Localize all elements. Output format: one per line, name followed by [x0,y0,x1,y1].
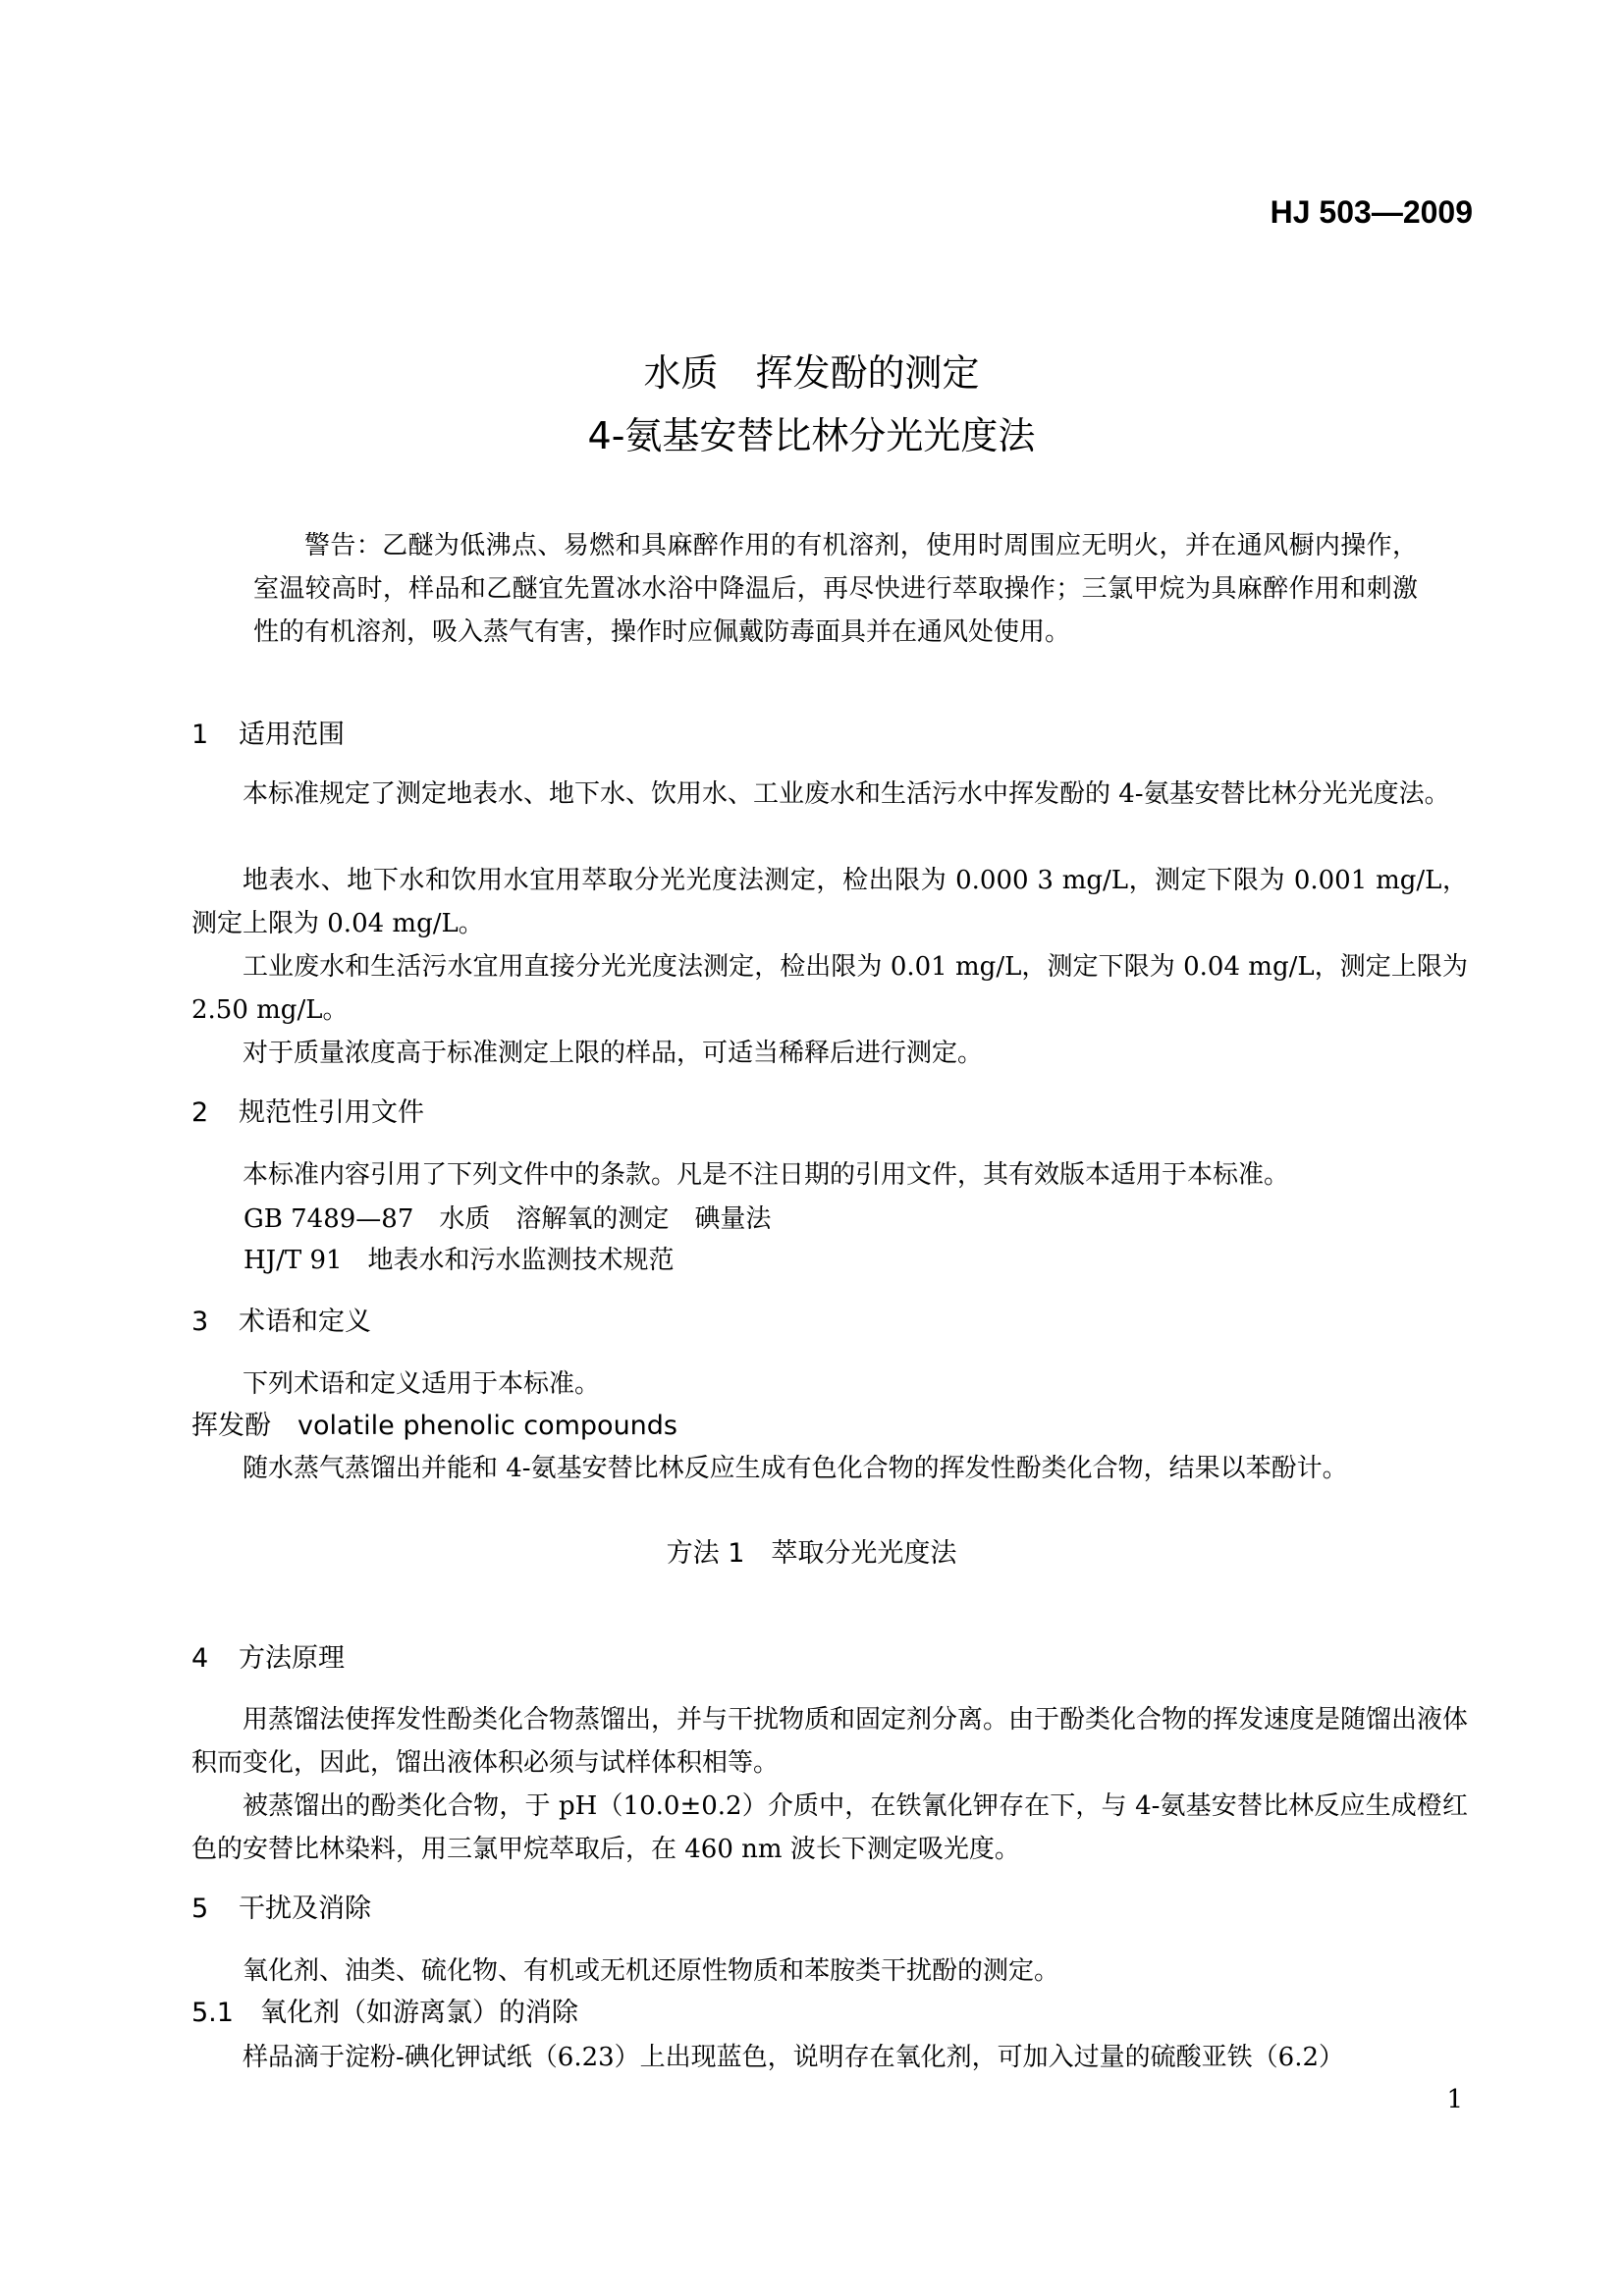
paragraph: 下列术语和定义适用于本标准。 [243,1369,601,1399]
section-title: 术语和定义 [239,1307,371,1337]
reference-item: GB 7489—87 水质 溶解氧的测定 碘量法 [243,1204,772,1234]
document-title-line1: 水质 挥发酚的测定 [643,351,980,395]
term-entry: 挥发酚 volatile phenolic compounds [191,1411,678,1441]
section-number: 3 [191,1307,209,1337]
section-1-heading [191,716,345,755]
subsection-5-1-heading: 5.1 氧化剂（如游离氯）的消除 [191,1998,578,2028]
section-title: 干扰及消除 [239,1894,371,1924]
section-4-heading [191,1639,345,1679]
paragraph: 用蒸馏法使挥发性酚类化合物蒸馏出，并与干扰物质和固定剂分离。由于酚类化合物的挥发速度是随馏出液体积而变化，因此，馏出液体积必须与试样体积相等。 [191,1705,1469,1778]
paragraph: 样品滴于淀粉-碘化钾试纸（6.23）上出现蓝色，说明存在氧化剂，可加入过量的硫酸亚铁（6.2） [243,2043,1345,2072]
reference-item: HJ/T 91 地表水和污水监测技术规范 [243,1246,675,1275]
section-title: 适用范围 [239,720,345,750]
section-number: 5 [191,1894,209,1924]
document-title-line2: 4-氨基安替比林分光光度法 [587,414,1036,457]
term-definition: 随水蒸气蒸馏出并能和 4-氨基安替比林反应生成有色化合物的挥发性酚类化合物，结果以苯酚计。 [243,1454,1348,1483]
paragraph: 被蒸馏出的酚类化合物，于 pH（10.0±0.2）介质中，在铁氰化钾存在下，与 4-氨基安替比林反应生成橙红色的安替比林染料，用三氯甲烷萃取后，在 460 nm 波长下测定吸光度。 [191,1791,1468,1864]
warning-paragraph: 警告：乙醚为低沸点、易燃和具麻醉作用的有机溶剂，使用时周围应无明火，并在通风橱内操作，室温较高时，样品和乙醚宜先置冰水浴中降温后，再尽快进行萃取操作；三氯甲烷为具麻醉作用和刺激性的有机溶剂，吸入蒸气有害，操作时应佩戴防毒面具并在通风处使用。 [253,531,1418,647]
section-title: 规范性引用文件 [239,1097,424,1128]
standard-code: HJ 503—2009 [1270,194,1473,230]
section-5-heading [191,1890,371,1929]
section-number: 4 [191,1643,209,1674]
page-number: 1 [1446,2085,1463,2114]
paragraph: 氧化剂、油类、硫化物、有机或无机还原性物质和苯胺类干扰酚的测定。 [243,1956,1060,1986]
paragraph: 本标准规定了测定地表水、地下水、饮用水、工业废水和生活污水中挥发酚的 4-氨基安替比林分光光度法。 [243,779,1450,809]
section-title: 方法原理 [239,1643,345,1674]
section-number: 2 [191,1097,209,1128]
section-3-heading [191,1303,371,1342]
section-2-heading [191,1094,424,1133]
paragraph: 对于质量浓度高于标准测定上限的样品，可适当稀释后进行测定。 [243,1039,984,1068]
section-number: 1 [191,720,209,750]
paragraph: 地表水、地下水和饮用水宜用萃取分光光度法测定，检出限为 0.000 3 mg/L，测定下限为 0.001 mg/L，测定上限为 0.04 mg/L。 [191,866,1468,938]
paragraph: 本标准内容引用了下列文件中的条款。凡是不注日期的引用文件，其有效版本适用于本标准。 [243,1160,1290,1190]
method-heading: 方法 1 萃取分光光度法 [666,1538,957,1569]
paragraph: 工业废水和生活污水宜用直接分光光度法测定，检出限为 0.01 mg/L，测定下限为 0.04 mg/L，测定上限为 2.50 mg/L。 [191,952,1468,1025]
